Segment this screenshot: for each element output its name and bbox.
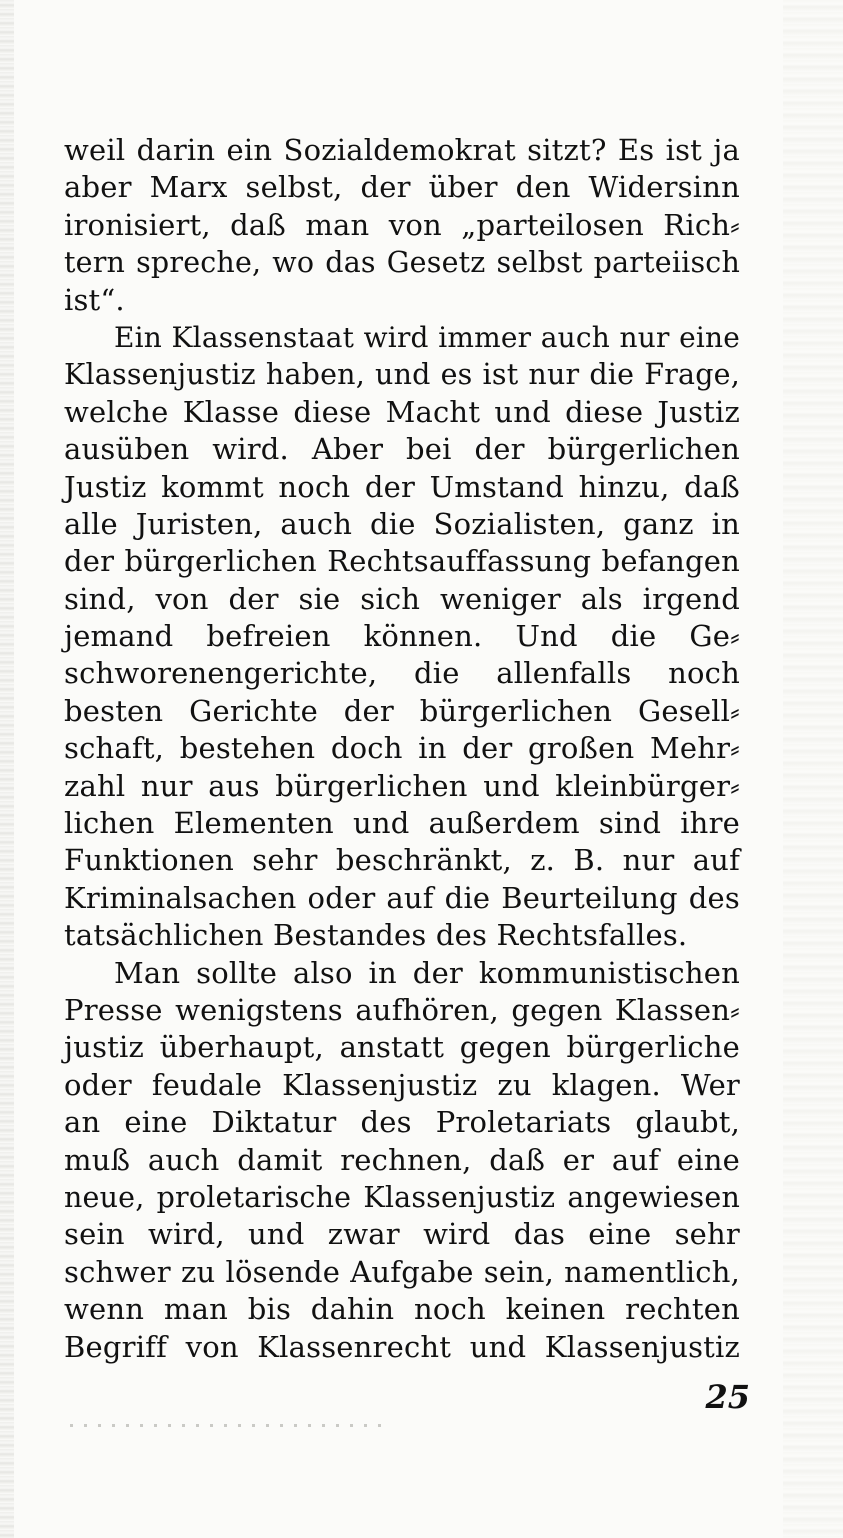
text-line: ironisiert, daß man von „parteilosen Rich⸗: [64, 207, 740, 242]
text-line: alle Juristen, auch die Sozialisten, ganz in: [64, 506, 740, 541]
text-line: Begriff von Klassenrecht und Klassenjustiz: [64, 1329, 740, 1364]
body-text: [64, 132, 740, 1366]
text-line: der bürgerlichen Rechtsauffassung befangen: [64, 544, 740, 579]
text-line: besten Gerichte der bürgerlichen Gesell⸗: [64, 693, 740, 728]
text-line: aber Marx selbst, der über den Widersinn: [64, 170, 740, 205]
text-line: oder feudale Klassenjustiz zu klagen. Wer: [64, 1067, 740, 1102]
text-line: schaft, bestehen doch in der großen Mehr⸗: [64, 731, 740, 766]
text-line: Klassenjustiz haben, und es ist nur die Frage,: [64, 358, 740, 392]
scan-artifact-dots: [70, 1424, 390, 1427]
text-line: ist“.: [64, 282, 125, 317]
text-line: Presse wenigstens aufhören, gegen Klassen⸗: [64, 992, 740, 1027]
text-line: justiz überhaupt, anstatt gegen bürgerliche: [64, 1030, 740, 1065]
text-line: zahl nur aus bürgerlichen und kleinbürger⸗: [64, 768, 740, 803]
text-line: muß auch damit rechnen, daß er auf eine: [64, 1142, 740, 1177]
text-line: Ein Klassenstaat wird immer auch nur eine: [114, 320, 740, 354]
text-line: tern spreche, wo das Gesetz selbst parteiisch: [64, 246, 740, 280]
text-line: Justiz kommt noch der Umstand hinzu, daß: [64, 469, 740, 504]
text-line: welche Klasse diese Macht und diese Justiz: [64, 394, 740, 429]
text-line: Kriminalsachen oder auf die Beurteilung des: [64, 880, 740, 915]
text-line: Man sollte also in der kommunistischen: [114, 955, 740, 990]
text-line: tatsächlichen Bestandes des Rechtsfalles.: [64, 918, 688, 953]
text-line: neue, proletarische Klassenjustiz angewiesen: [64, 1180, 740, 1214]
text-line: an eine Diktatur des Proletariats glaubt,: [64, 1105, 740, 1140]
text-line: jemand befreien können. Und die Ge⸗: [64, 619, 740, 654]
page-number: 25: [705, 1378, 750, 1416]
scan-edge-left: [0, 0, 14, 1538]
text-line: sind, von der sie sich weniger als irgend: [64, 581, 740, 616]
text-line: ausüben wird. Aber bei der bürgerlichen: [64, 432, 740, 467]
text-line: Funktionen sehr beschränkt, z. B. nur auf: [64, 843, 740, 878]
text-line: schworenengerichte, die allenfalls noch: [64, 656, 740, 691]
scan-edge-right: [783, 0, 843, 1538]
text-line: schwer zu lösende Aufgabe sein, namentlich,: [64, 1254, 740, 1289]
text-line: sein wird, und zwar wird das eine sehr: [64, 1217, 740, 1252]
text-line: wenn man bis dahin noch keinen rechten: [64, 1292, 740, 1327]
text-line: weil darin ein Sozialdemokrat sitzt? Es ist ja: [64, 133, 740, 167]
text-line: lichen Elementen und außerdem sind ihre: [64, 806, 740, 841]
